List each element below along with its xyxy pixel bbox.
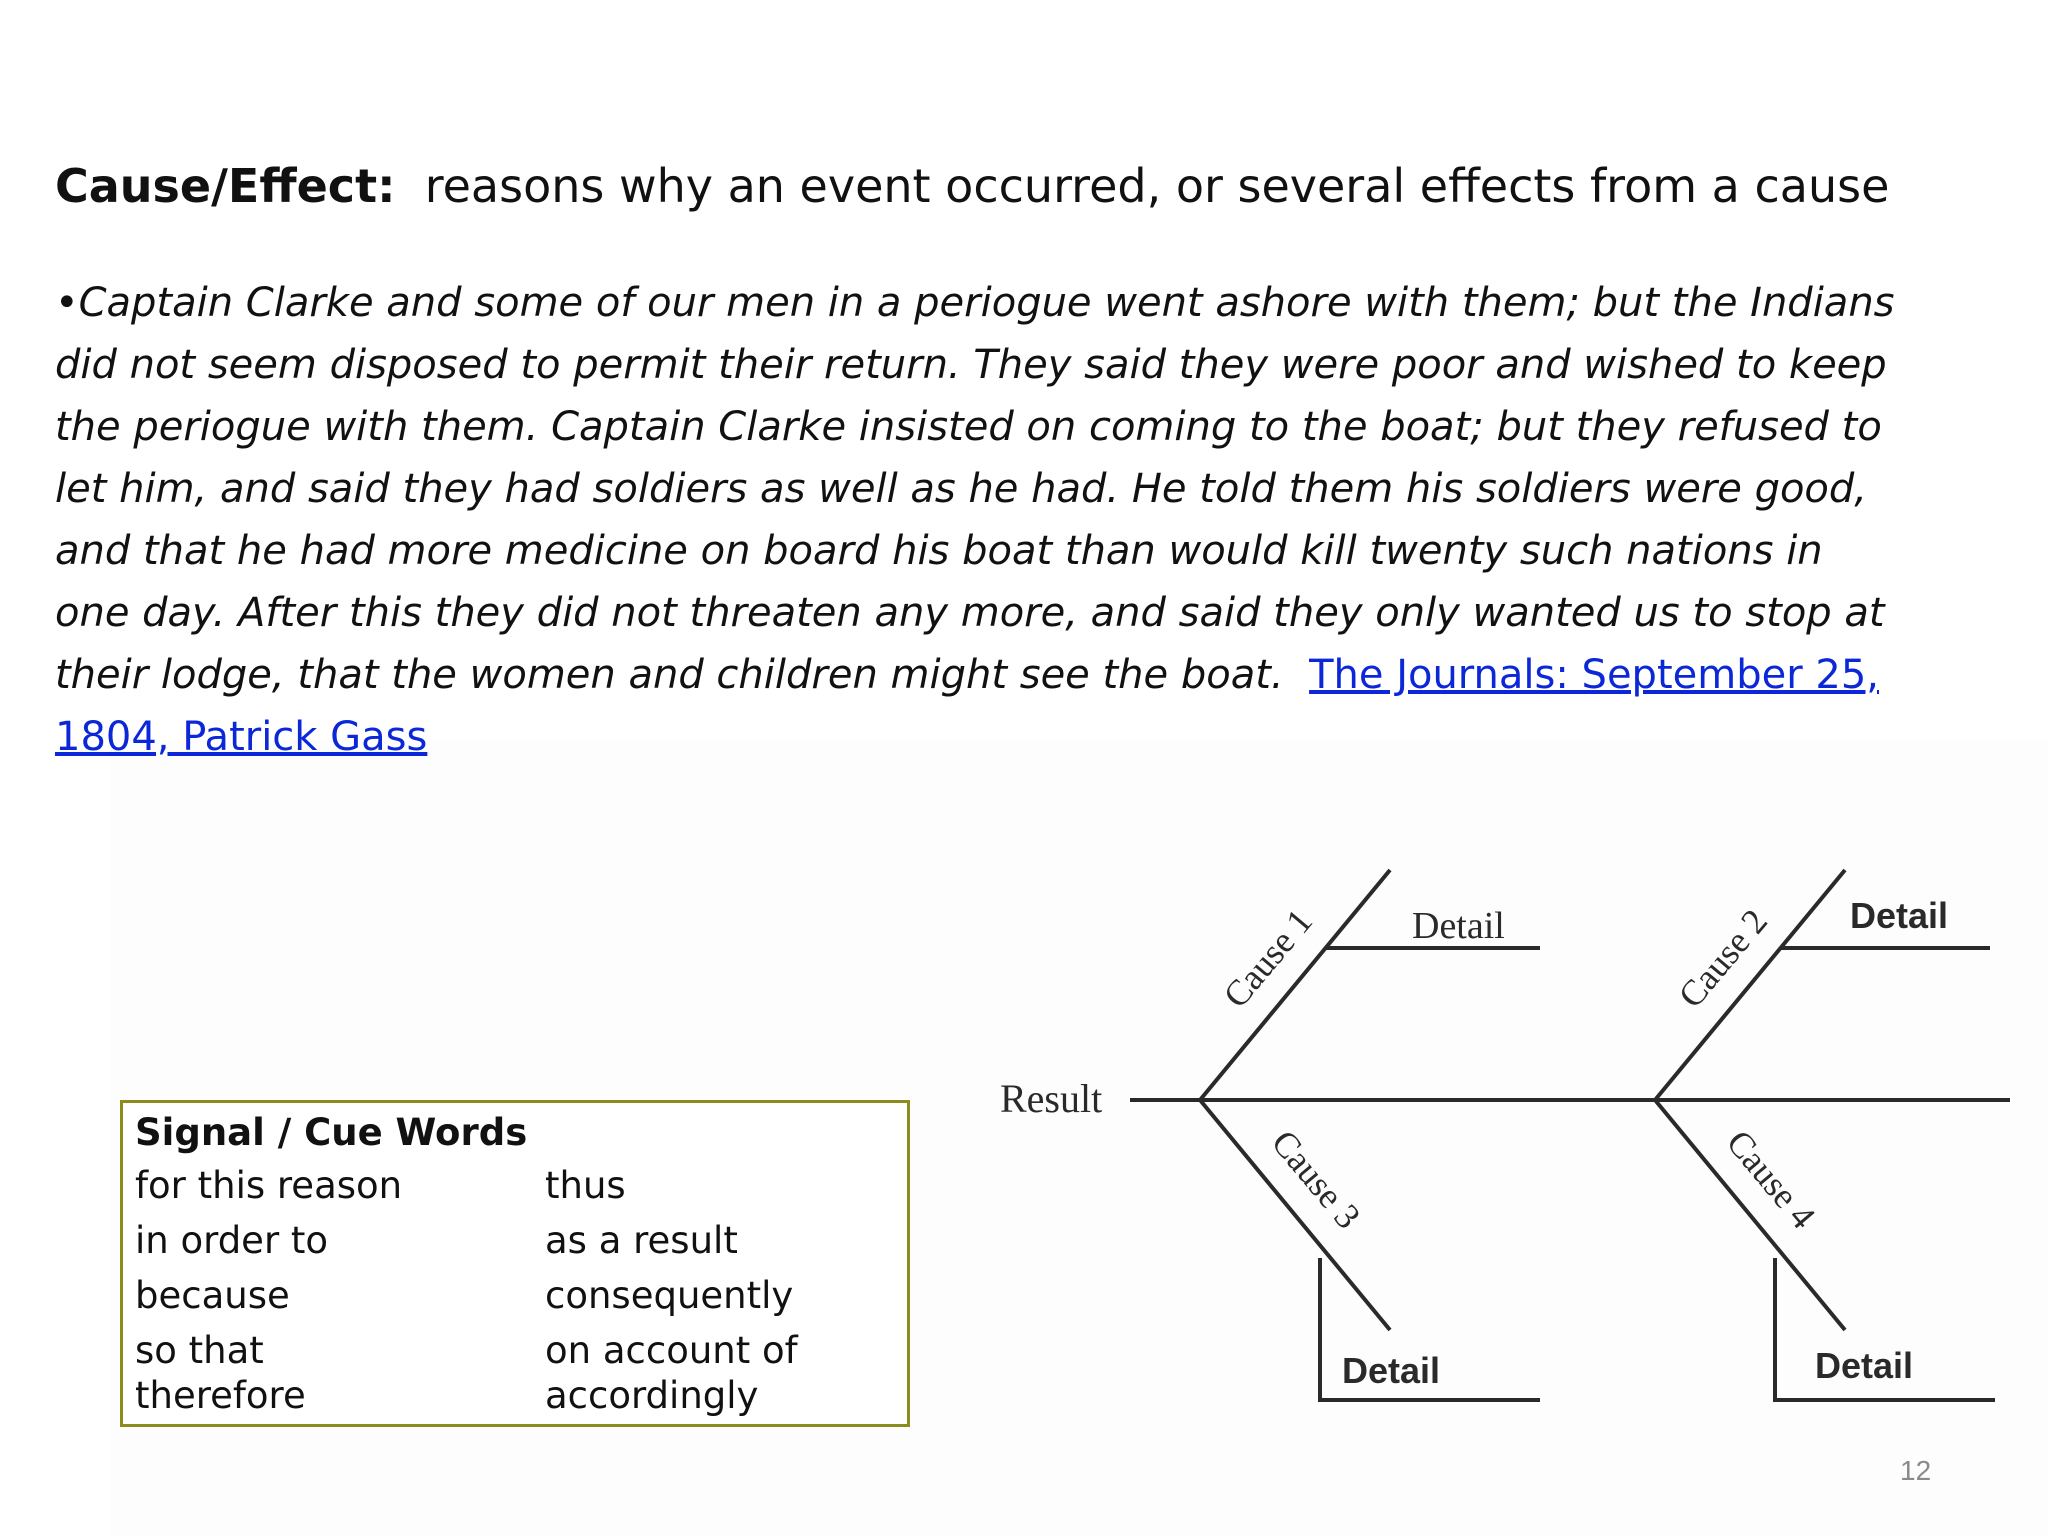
journal-source-link[interactable]: The Journals: September 25,	[1309, 652, 1879, 698]
heading-text: reasons why an event occurred, or several effects from a cause	[424, 159, 1890, 213]
cue-word: because	[135, 1274, 290, 1317]
detail2-label: Detail	[1850, 895, 1949, 936]
quote-line: •Captain Clarke and some of our men in a periogue went ashore with them; but the Indians	[55, 280, 1895, 326]
cue-word: accordingly	[545, 1374, 759, 1417]
cue-box-title: Signal / Cue Words	[135, 1111, 528, 1154]
quote-line: let him, and said they had soldiers as well as he had. He told them his soldiers were good,	[55, 466, 1868, 512]
cue-word: on account of	[545, 1329, 798, 1372]
detail4-label: Detail	[1815, 1345, 1914, 1386]
quote-line: one day. After this they did not threaten any more, and said they only wanted us to stop at	[55, 590, 1885, 636]
cause1-label: Cause 1	[1215, 901, 1321, 1016]
quote-line: and that he had more medicine on board his boat than would kill twenty such nations in	[55, 528, 1823, 574]
detail1-label: Detail	[1412, 905, 1505, 947]
quote-line-text: their lodge, that the women and children might see the boat.	[55, 652, 1284, 698]
quote-line-last	[55, 644, 2015, 706]
cue-word: so that	[135, 1329, 264, 1372]
detail3-label: Detail	[1342, 1350, 1441, 1391]
cue-word: therefore	[135, 1374, 306, 1417]
journal-source-link-cont[interactable]: 1804, Patrick Gass	[55, 714, 428, 760]
page-number: 12	[1900, 1455, 1932, 1486]
cue-row	[135, 1213, 895, 1268]
cue-row	[135, 1368, 895, 1423]
quote-link-line	[55, 706, 2015, 768]
cause4-label: Cause 4	[1718, 1122, 1824, 1237]
quote-line: the periogue with them. Captain Clarke insisted on coming to the boat; but they refused to	[55, 404, 1882, 450]
slide-heading	[55, 150, 2015, 222]
fishbone-diagram	[980, 850, 2010, 1430]
cause3-label: Cause 3	[1263, 1122, 1369, 1237]
cue-row	[135, 1158, 895, 1213]
result-label: Result	[1000, 1076, 1103, 1121]
cue-word: thus	[545, 1164, 626, 1207]
cue-row	[135, 1268, 895, 1323]
cue-word: in order to	[135, 1219, 329, 1262]
cue-word: for this reason	[135, 1164, 403, 1207]
heading-label: Cause/Effect:	[55, 159, 396, 213]
journal-quote	[55, 272, 2015, 768]
signal-cue-words-box	[120, 1100, 910, 1427]
cue-word: consequently	[545, 1274, 794, 1317]
quote-line: did not seem disposed to permit their return. They said they were poor and wished to keep	[55, 342, 1887, 388]
cue-word: as a result	[545, 1219, 738, 1262]
cause2-label: Cause 2	[1670, 901, 1776, 1016]
